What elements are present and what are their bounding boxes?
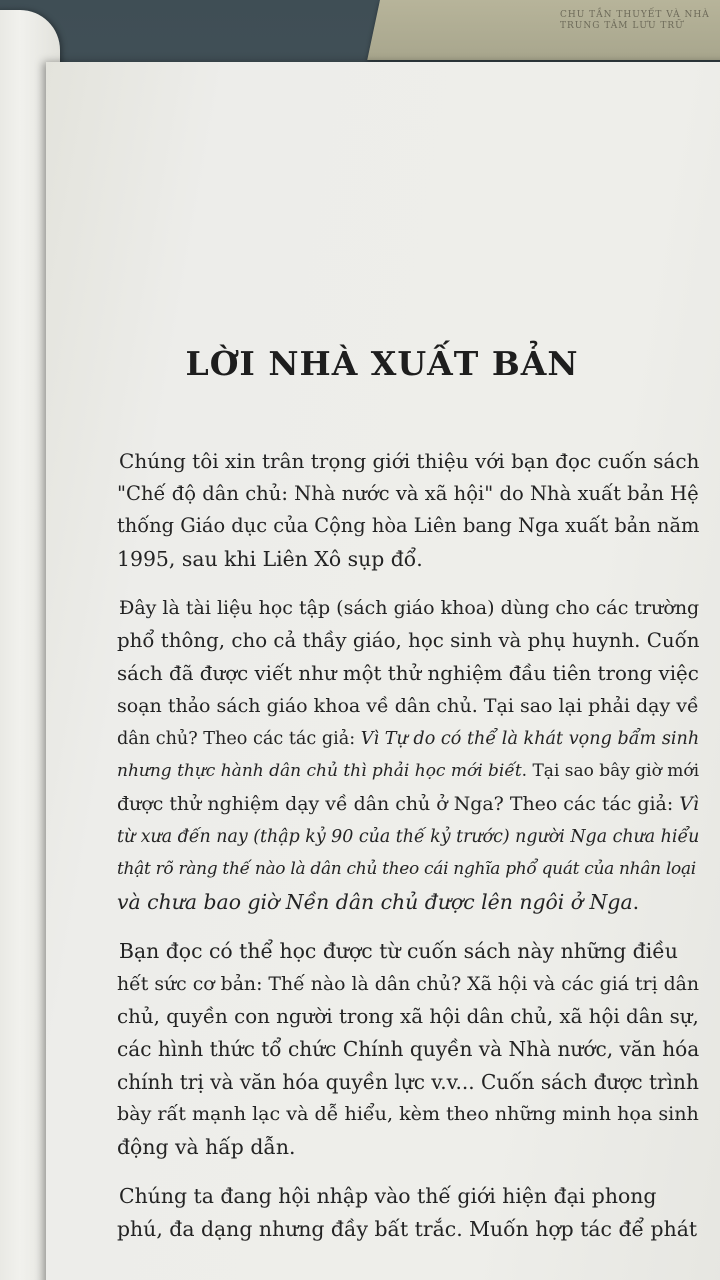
italic-segment: Vì bbox=[679, 792, 699, 815]
text-line: sách đã được viết như một thử nghiệm đầu tiên trong việc bbox=[117, 661, 699, 685]
italic-segment: Vì Tự do có thể là khát vọng bẩm sinh bbox=[360, 728, 700, 749]
text-line: chính trị và văn hóa quyền lực v.v... Cuốn sách được trình bbox=[117, 1069, 699, 1094]
text-line bbox=[117, 788, 699, 821]
text-line bbox=[117, 755, 699, 788]
text-segment: dân chủ? Theo các tác giả: bbox=[117, 728, 361, 749]
page-body bbox=[117, 445, 699, 1263]
text-line: thống Giáo dục của Cộng hòa Liên bang Nga xuất bản năm bbox=[117, 514, 700, 538]
text-line: phổ thông, cho cả thầy giáo, học sinh và phụ huynh. Cuốn bbox=[117, 628, 700, 652]
text-segment: . bbox=[632, 889, 640, 914]
paragraph-2 bbox=[117, 592, 699, 918]
text-line: 1995, sau khi Liên Xô sụp đổ. bbox=[117, 546, 423, 571]
paragraph-4 bbox=[117, 1180, 699, 1245]
text-line: Đây là tài liệu học tập (sách giáo khoa) dùng cho các trường bbox=[119, 597, 700, 620]
text-line: hết sức cơ bản: Thế nào là dân chủ? Xã hội và các giá trị dân bbox=[117, 972, 700, 995]
text-line bbox=[117, 723, 699, 756]
italic-segment: thật rõ ràng thế nào là dân chủ theo cái nghĩa phổ quát của nhân loại bbox=[117, 859, 696, 880]
italic-segment: từ xưa đến nay (thập kỷ 90 của thế kỷ trước) người Nga chưa hiểu bbox=[117, 826, 700, 847]
paragraph-1 bbox=[117, 445, 699, 575]
text-line: chủ, quyền con người trong xã hội dân chủ, xã hội dân sự, bbox=[117, 1004, 699, 1028]
text-line: Chúng tôi xin trân trọng giới thiệu với bạn đọc cuốn sách bbox=[119, 449, 700, 473]
background-book-spine bbox=[560, 10, 720, 32]
text-line: Chúng ta đang hội nhập vào thế giới hiện đại phong bbox=[119, 1184, 657, 1209]
text-line bbox=[117, 886, 699, 919]
paragraph-3 bbox=[117, 935, 699, 1163]
text-line: "Chế độ dân chủ: Nhà nước và xã hội" do Nhà xuất bản Hệ bbox=[117, 481, 699, 505]
text-line: các hình thức tổ chức Chính quyền và Nhà nước, văn hóa bbox=[117, 1037, 700, 1062]
italic-segment: và chưa bao giờ Nền dân chủ được lên ngôi ở Nga bbox=[117, 889, 633, 914]
text-line bbox=[117, 853, 699, 886]
text-line bbox=[117, 821, 699, 854]
text-line: bày rất mạnh lạc và dễ hiểu, kèm theo những minh họa sinh bbox=[117, 1102, 699, 1126]
page-title: LỜI NHÀ XUẤT BẢN bbox=[185, 344, 579, 383]
background-book-line: TRUNG TÂM LƯU TRỮ bbox=[560, 21, 684, 31]
text-segment: . Tại sao bây giờ mới bbox=[521, 761, 700, 782]
text-line: phú, đa dạng nhưng đầy bất trắc. Muốn hợp tác để phát bbox=[117, 1217, 698, 1242]
background-book-line: CHU TẦN THUYẾT VÀ NHÀ bbox=[560, 10, 710, 20]
italic-segment: nhưng thực hành dân chủ thì phải học mới biết bbox=[117, 761, 522, 782]
text-line: soạn thảo sách giáo khoa về dân chủ. Tại sao lại phải dạy về bbox=[117, 695, 699, 718]
text-line: động và hấp dẫn. bbox=[117, 1134, 296, 1159]
text-line: Bạn đọc có thể học được từ cuốn sách này những điều bbox=[119, 939, 678, 964]
text-segment: được thử nghiệm dạy về dân chủ ở Nga? Theo các tác giả: bbox=[117, 792, 680, 815]
